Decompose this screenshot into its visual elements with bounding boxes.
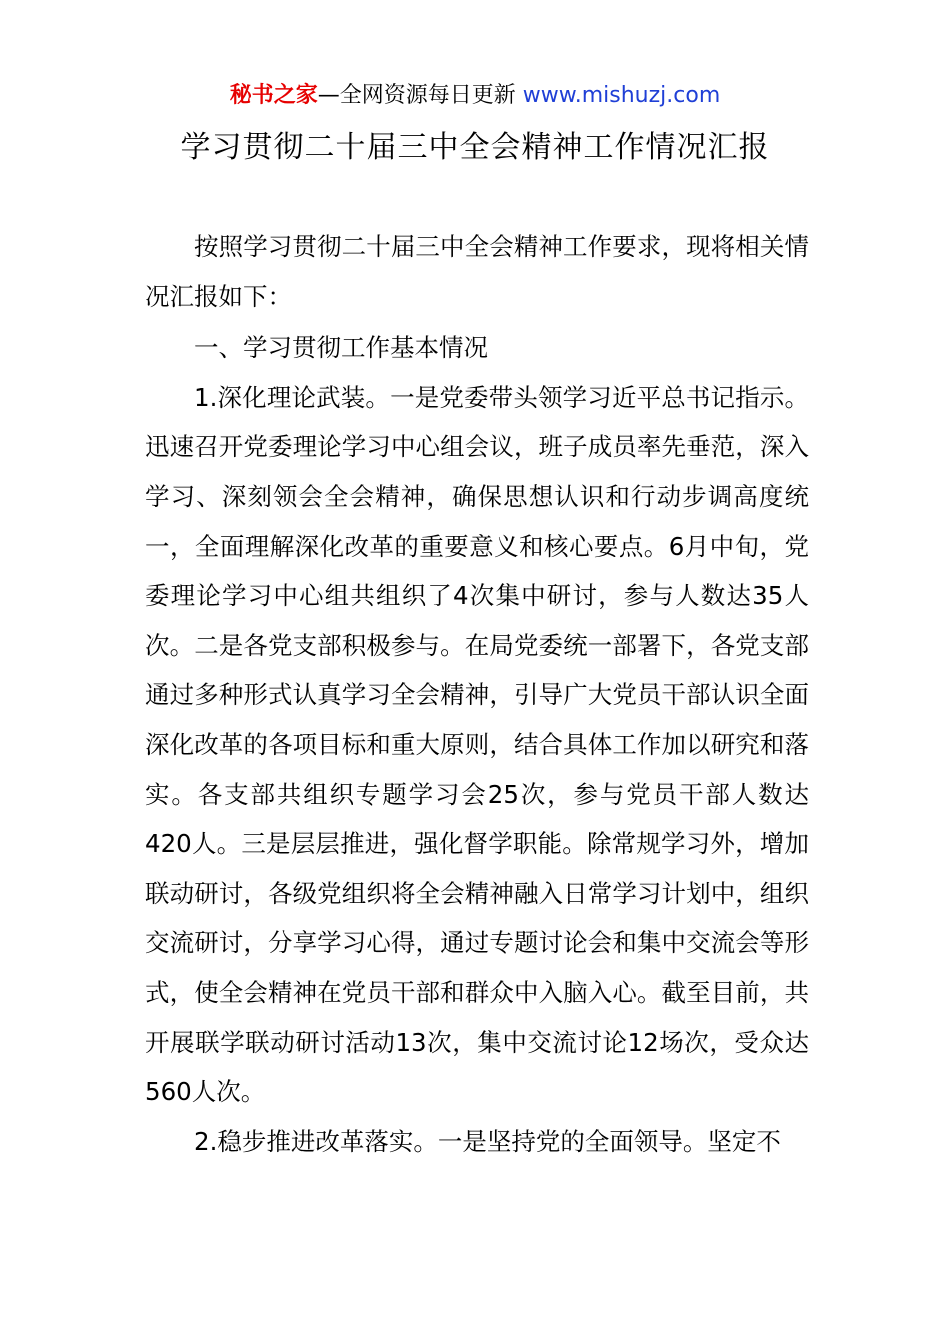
body-paragraph-1: 1.深化理论武装。一是党委带头领学习近平总书记指示。迅速召开党委理论学习中心组会议，班子成员率先垂范，深入学习、深刻领会全会精神，确保思想认识和行动步调高度统一，全面理解深化改革的重要意义和核心要点。6月中旬，党委理论学习中心组共组织了4次集中研讨，参与人数达35人次。二是各党支部积极参与。在局党委统一部署下，各党支部通过多种形式认真学习全会精神，引导广大党员干部认识全面深化改革的各项目标和重大原则，结合具体工作加以研究和落实。各支部共组织专题学习会25次，参与党员干部人数达420人。三是层层推进，强化督学职能。除常规学习外，增加联动研讨，各级党组织将全会精神融入日常学习计划中，组织交流研讨，分享学习心得，通过专题讨论会和集中交流会等形式，使全会精神在党员干部和群众中入脑入心。截至目前，共开展联学联动研讨活动13次，集中交流讨论12场次，受众达560人次。 xyxy=(145,382,809,1107)
section-heading: 一、学习贯彻工作基本情况 xyxy=(194,333,488,363)
intro-paragraph: 按照学习贯彻二十届三中全会精神工作要求，现将相关情况汇报如下： xyxy=(145,232,809,311)
brand-name: 秘书之家 xyxy=(229,83,318,108)
site-url-link[interactable]: www.mishuzj.com xyxy=(522,83,721,108)
document-body xyxy=(145,222,809,1166)
header-tagline: —全网资源每日更新 xyxy=(317,83,516,108)
site-header xyxy=(0,82,950,110)
body-paragraph-2: 2.稳步推进改革落实。一是坚持党的全面领导。坚定不 xyxy=(194,1126,781,1156)
document-title: 学习贯彻二十届三中全会精神工作情况汇报 xyxy=(180,130,770,165)
